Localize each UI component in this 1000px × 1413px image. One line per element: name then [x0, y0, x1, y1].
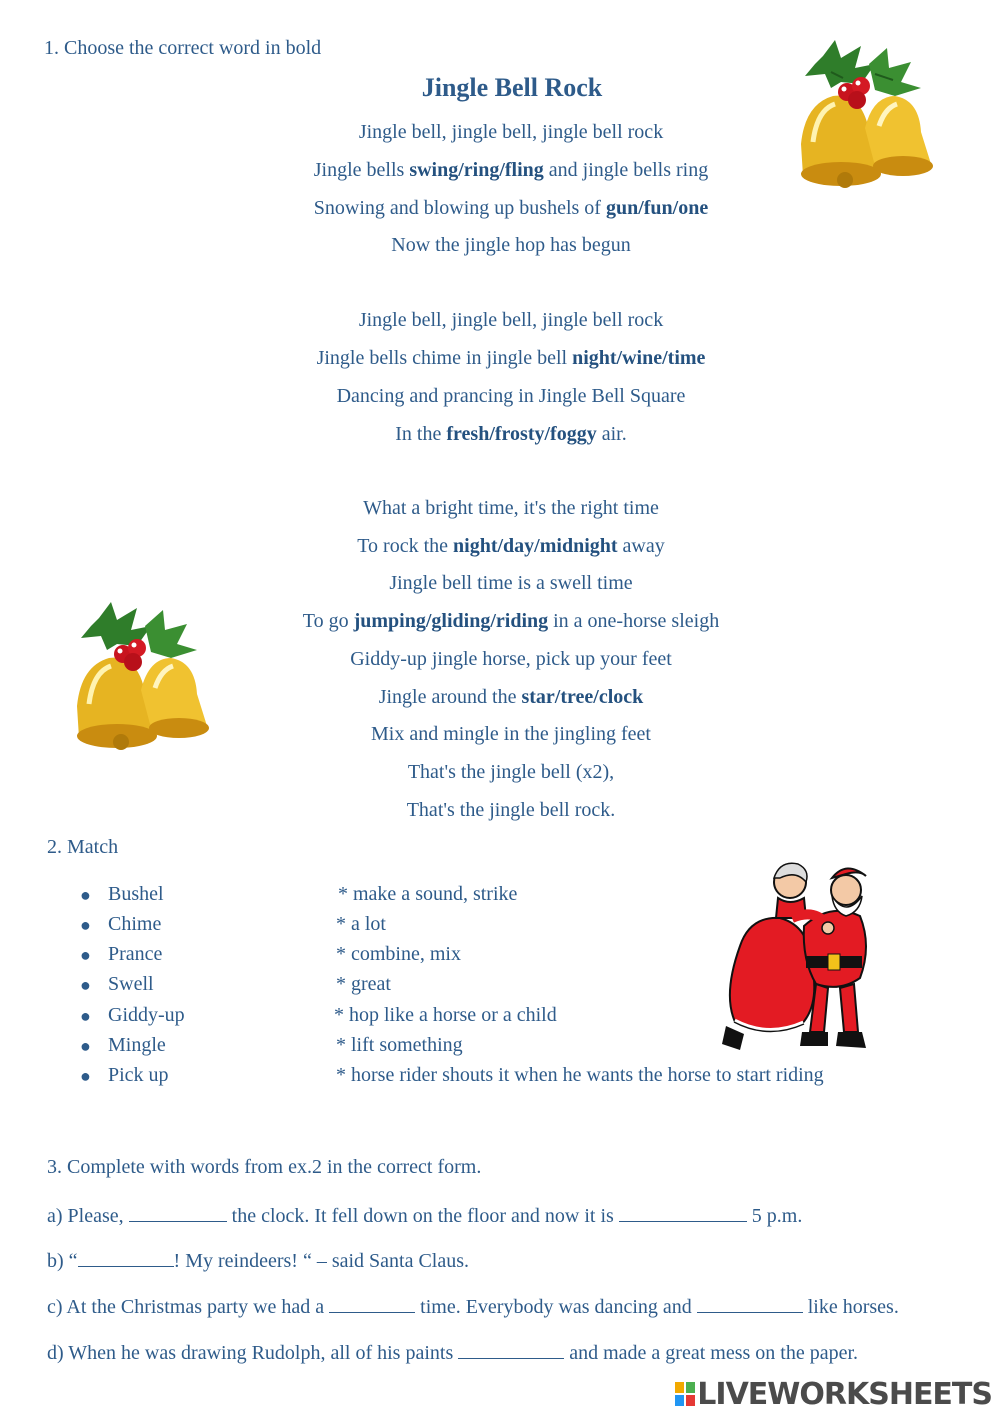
match-definition[interactable]: * combine, mix — [336, 943, 461, 965]
match-definition[interactable]: * great — [336, 973, 391, 995]
sentence-a: a) Please, the clock. It fell down on the floor and now it is 5 p.m. — [47, 1205, 803, 1227]
bullet: ● — [80, 975, 91, 995]
sentence-d: d) When he was drawing Rudolph, all of his paints and made a great mess on the paper. — [47, 1342, 859, 1364]
lyric-line: To rock the night/day/midnight away — [357, 535, 665, 557]
exercise-2-title: 2. Match — [47, 836, 119, 858]
lyric-line: That's the jingle bell (x2), — [407, 761, 615, 783]
word-choice[interactable]: star/tree/clock — [521, 686, 644, 708]
lyric-line: That's the jingle bell rock. — [406, 799, 616, 821]
word-choice[interactable]: swing/ring/fling — [409, 159, 544, 181]
lyric-line: Mix and mingle in the jingling feet — [371, 723, 651, 745]
word-choice[interactable]: jumping/gliding/riding — [353, 610, 549, 632]
answer-blank[interactable] — [78, 1248, 174, 1267]
lyric-line: Jingle bell, jingle bell, jingle bell rock — [358, 309, 664, 331]
bullet: ● — [80, 1066, 91, 1086]
match-definition[interactable]: * horse rider shouts it when he wants the horse to start riding — [336, 1064, 824, 1086]
word-choice[interactable]: night/day/midnight — [453, 535, 618, 557]
lyric-line: What a bright time, it's the right time — [363, 497, 659, 519]
match-word[interactable]: Giddy-up — [108, 1004, 185, 1026]
lyric-line: Jingle bells chime in jingle bell night/wine/time — [316, 347, 706, 369]
match-definition[interactable]: * hop like a horse or a child — [334, 1004, 557, 1026]
word-choice[interactable]: night/wine/time — [572, 347, 706, 369]
lyric-line: In the fresh/frosty/foggy air. — [395, 423, 627, 445]
word-choice[interactable]: gun/fun/one — [605, 197, 709, 219]
match-word[interactable]: Chime — [108, 913, 162, 935]
lyric-line: Now the jingle hop has begun — [391, 234, 631, 256]
answer-blank[interactable] — [458, 1340, 564, 1359]
lyric-line: To go jumping/gliding/riding in a one-horse sleigh — [302, 610, 720, 632]
liveworksheets-logo: LIVEWORKSHEETS — [675, 1377, 992, 1412]
exercise-1-title: 1. Choose the correct word in bold — [44, 37, 322, 59]
santa-couple-image — [720, 856, 880, 1056]
lyric-line: Jingle bell time is a swell time — [389, 572, 633, 594]
sentence-b: b) “ ! My reindeers! “ – said Santa Claus. — [47, 1250, 470, 1272]
answer-blank[interactable] — [329, 1294, 415, 1313]
bullet: ● — [80, 1036, 91, 1056]
lyric-line: Jingle bells swing/ring/fling and jingle bells ring — [313, 159, 709, 181]
match-definition[interactable]: * a lot — [336, 913, 386, 935]
match-word[interactable]: Bushel — [108, 883, 164, 905]
exercise-3-title: 3. Complete with words from ex.2 in the correct form. — [47, 1156, 482, 1178]
answer-blank[interactable] — [129, 1203, 227, 1222]
lyric-line: Jingle around the star/tree/clock — [378, 686, 644, 708]
song-title: Jingle Bell Rock — [421, 73, 603, 102]
match-definition[interactable]: * make a sound, strike — [338, 883, 518, 905]
match-word[interactable]: Prance — [108, 943, 163, 965]
bullet: ● — [80, 1006, 91, 1026]
match-word[interactable]: Swell — [108, 973, 154, 995]
bullet: ● — [80, 885, 91, 905]
lyric-line: Dancing and prancing in Jingle Bell Square — [336, 385, 686, 407]
lyric-line: Giddy-up jingle horse, pick up your feet — [350, 648, 672, 670]
sentence-c: c) At the Christmas party we had a time. Everybody was dancing and like horses. — [47, 1296, 899, 1318]
lyric-line: Snowing and blowing up bushels of gun/fun/one — [313, 197, 709, 219]
lyric-line: Jingle bell, jingle bell, jingle bell rock — [358, 121, 664, 143]
bullet: ● — [80, 945, 91, 965]
answer-blank[interactable] — [697, 1294, 803, 1313]
match-word[interactable]: Mingle — [108, 1034, 166, 1056]
match-definition[interactable]: * lift something — [336, 1034, 463, 1056]
bullet: ● — [80, 915, 91, 935]
liveworksheets-icon — [675, 1382, 695, 1406]
answer-blank[interactable] — [619, 1203, 747, 1222]
word-choice[interactable]: fresh/frosty/foggy — [446, 423, 597, 445]
match-word[interactable]: Pick up — [108, 1064, 169, 1086]
